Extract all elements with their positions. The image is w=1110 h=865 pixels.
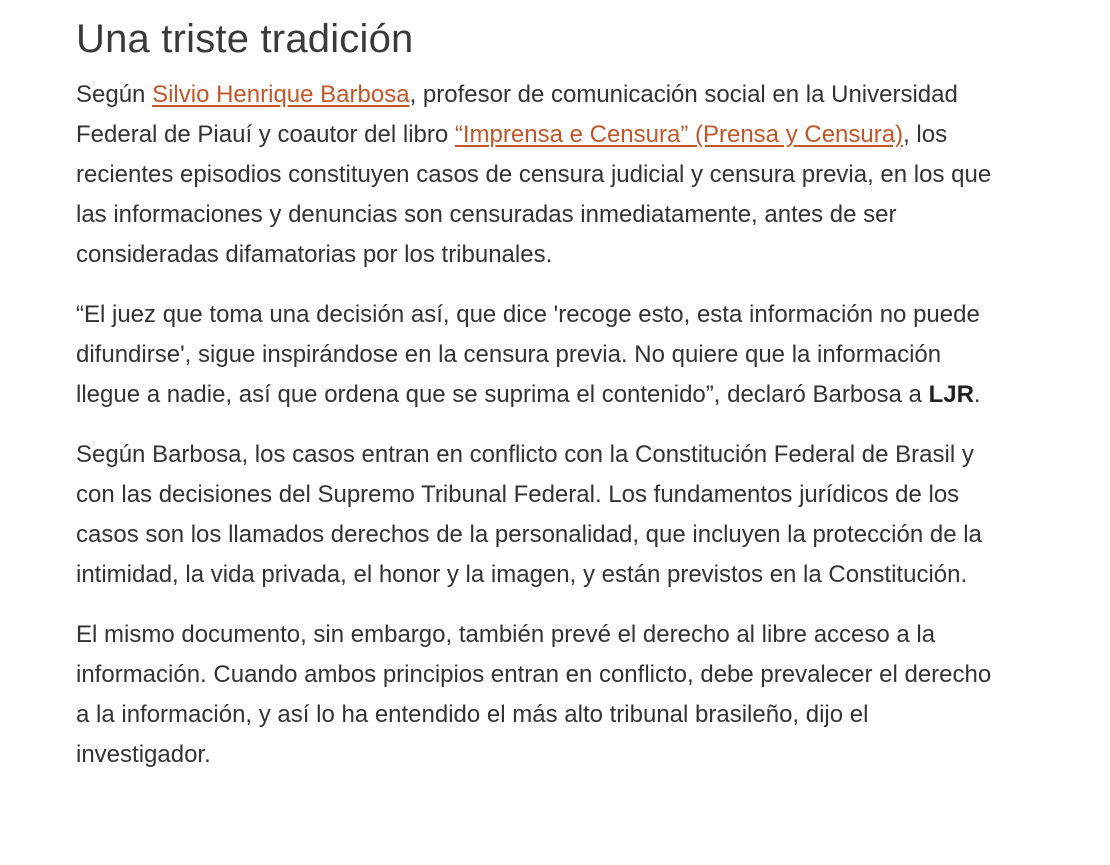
book-link[interactable]: “Imprensa e Censura” (Prensa y Censura)	[454, 121, 904, 148]
paragraph-2-text-a: “El juez que toma una decisión así, que dice 'recoge esto, esta información no puede difundirse', sigue inspirándose en la censura previa. No quiere que la información llegue a nadie, así que ordena que se suprima el contenido”, declaró Barbosa a	[76, 301, 980, 408]
paragraph-1	[76, 75, 1006, 275]
paragraph-2	[76, 295, 1006, 415]
paragraph-1-text-a: Según	[76, 81, 153, 108]
paragraph-2-text-b: .	[973, 381, 981, 408]
publication-name: LJR	[928, 381, 974, 408]
paragraph-1-text-b: , profesor de comunicación social en la Universidad Federal de Piauí y coautor del libro	[76, 81, 958, 148]
paragraph-3: Según Barbosa, los casos entran en conflicto con la Constitución Federal de Brasil y con las decisiones del Supremo Tribunal Federal. Los fundamentos jurídicos de los casos son los llamados derechos de la personalidad, que incluyen la protección de la intimidad, la vida privada, el honor y la imagen, y están previstos en la Constitución.	[76, 441, 982, 588]
author-link[interactable]: Silvio Henrique Barbosa	[152, 81, 410, 108]
section-heading: Una triste tradición	[76, 17, 414, 61]
article-body	[76, 0, 1006, 795]
paragraph-1-text-c: , los recientes episodios constituyen casos de censura judicial y censura previa, en los que las informaciones y denuncias son censuradas inmediatamente, antes de ser consideradas difamatorias por los tribunales.	[76, 121, 992, 268]
paragraph-4: El mismo documento, sin embargo, también prevé el derecho al libre acceso a la información. Cuando ambos principios entran en conflicto, debe prevalecer el derecho a la información, y así lo ha entendido el más alto tribunal brasileño, dijo el investigador.	[76, 621, 992, 768]
